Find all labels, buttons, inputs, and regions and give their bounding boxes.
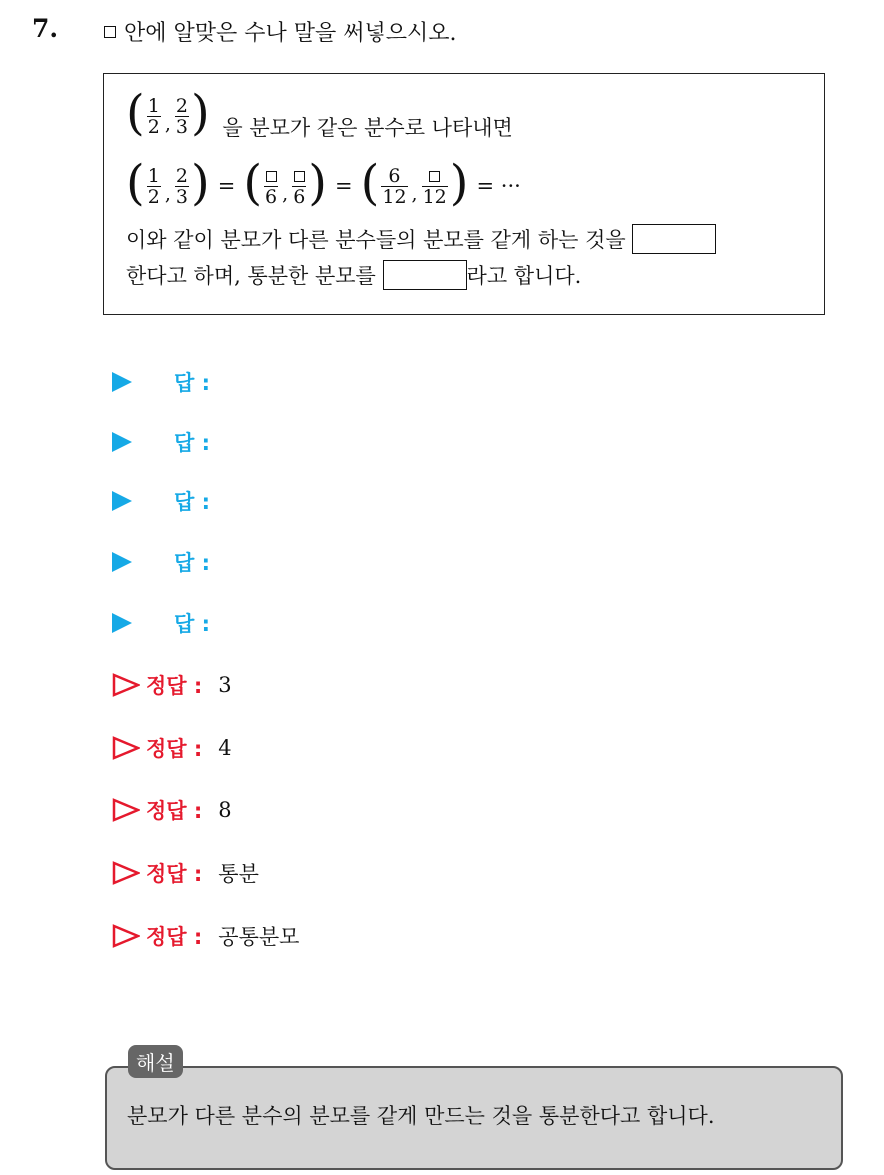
outline-triangle-icon — [112, 736, 140, 760]
problem-line-1: ( $\frac{1}{2}$ , $\frac{2}{3}$ ) 을 분모가 같은 분수로 나타내면 — [126, 85, 513, 141]
question-instruction: 안에 알맞은 수나 말을 써넣으시오. — [124, 21, 457, 46]
blank-square-icon — [429, 171, 440, 182]
key-value: 통분 — [218, 862, 259, 886]
key-value: 4 — [218, 736, 232, 760]
triangle-right-icon — [112, 491, 132, 511]
answer-row-2[interactable]: 답 : — [112, 428, 210, 456]
outline-triangle-icon — [112, 924, 140, 948]
key-value: 공통분모 — [218, 925, 300, 949]
explanation-tag: 해설 — [128, 1045, 183, 1078]
answer-row-4[interactable]: 답 : — [112, 548, 210, 576]
question-text — [104, 16, 457, 47]
answer-row-1[interactable]: 답 : — [112, 368, 210, 396]
key-row-5: 정답 : 공통분모 — [112, 922, 299, 950]
blank-square-icon — [266, 171, 277, 182]
explanation-box — [105, 1066, 843, 1170]
outline-triangle-icon — [112, 673, 140, 697]
key-row-3: 정답 : 8 — [112, 796, 232, 824]
placeholder-square-icon — [104, 26, 116, 38]
problem-line-4: 한다고 하며, 통분한 분모를 라고 합니다. — [126, 260, 581, 290]
triangle-right-icon — [112, 613, 132, 633]
key-value: 3 — [218, 673, 232, 697]
outline-triangle-icon — [112, 798, 140, 822]
answer-blank-1[interactable] — [632, 224, 716, 254]
key-row-1: 정답 : 3 — [112, 671, 232, 699]
explanation-text: 분모가 다른 분수의 분모를 같게 만드는 것을 통분한다고 합니다. — [127, 1104, 715, 1128]
line1-text: 을 분모가 같은 분수로 나타내면 — [222, 115, 513, 140]
triangle-right-icon — [112, 552, 132, 572]
problem-line-2: ( $\frac{1}{2}$ , $\frac{2}{3}$ ) = ( 6 , 6 ) = ( $\frac{6}{12}$ , 12 ) = ··· — [126, 155, 521, 211]
problem-box — [103, 73, 825, 315]
key-row-2: 정답 : 4 — [112, 734, 232, 762]
blank-square-icon — [294, 171, 305, 182]
answer-row-5[interactable]: 답 : — [112, 609, 210, 637]
problem-line-3: 이와 같이 분모가 다른 분수들의 분모를 같게 하는 것을 — [126, 224, 716, 254]
triangle-right-icon — [112, 372, 132, 392]
question-number: 7. — [32, 14, 59, 43]
key-row-4: 정답 : 통분 — [112, 859, 259, 887]
key-value: 8 — [218, 798, 232, 822]
outline-triangle-icon — [112, 861, 140, 885]
triangle-right-icon — [112, 432, 132, 452]
answer-blank-2[interactable] — [383, 260, 467, 290]
answer-row-3[interactable]: 답 : — [112, 487, 210, 515]
